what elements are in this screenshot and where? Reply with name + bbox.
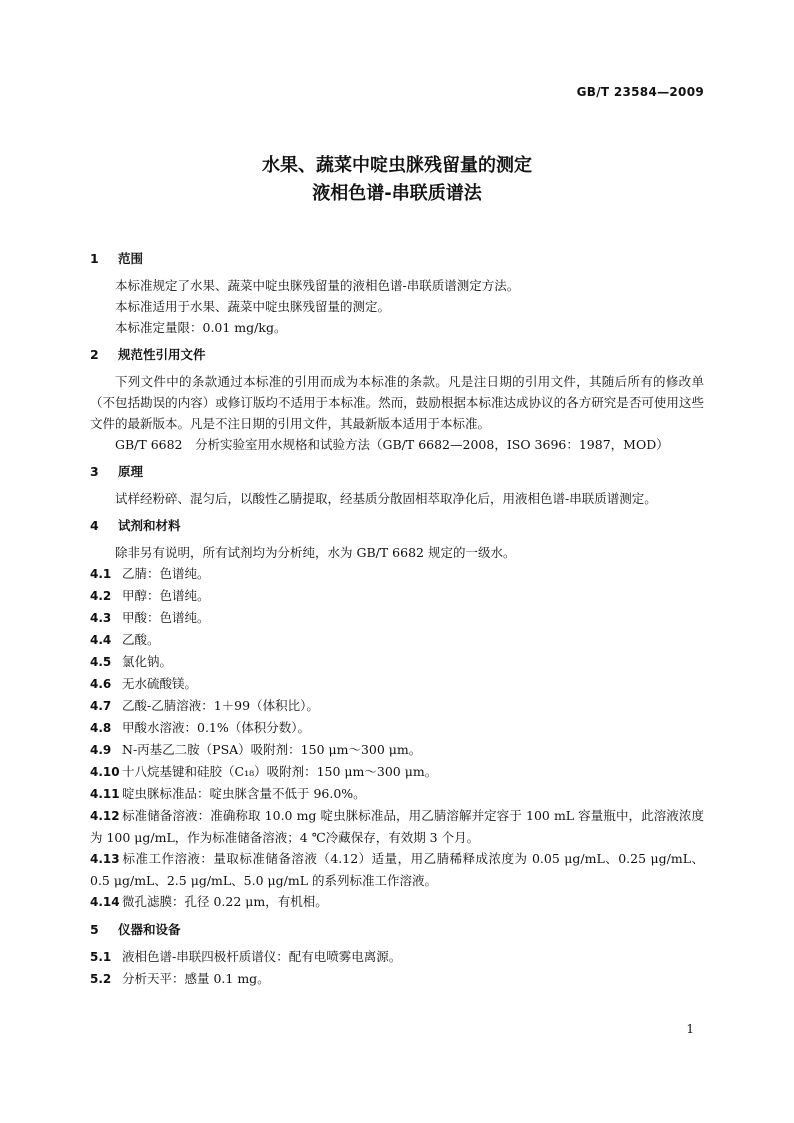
item-text: 甲酸水溶液：0.1%（体积分数）。	[122, 720, 311, 735]
item-number: 4.4	[90, 633, 112, 647]
section-title: 仪器和设备	[118, 922, 181, 937]
item-text: 甲醇：色谱纯。	[122, 588, 210, 603]
section-number: 3	[90, 464, 99, 479]
section-title: 范围	[118, 251, 144, 266]
item-text: 乙酸。	[122, 632, 160, 647]
section-title: 规范性引用文件	[118, 347, 206, 362]
item-number: 4.11	[90, 787, 120, 801]
item-number: 4.9	[90, 743, 112, 757]
paragraph: 下列文件中的条款通过本标准的引用而成为本标准的条款。凡是注日期的引用文件，其随后所有的修改单（不包括勘误的内容）或修订版均不适用于本标准。然而，鼓励根据本标准达成协议的各方研究是否可使用这些文件的最新版本。凡是不注日期的引用文件，其最新版本适用于本标准。	[90, 374, 704, 431]
item-number: 4.1	[90, 567, 112, 581]
section-4-heading	[90, 515, 704, 536]
section-1-heading	[90, 248, 704, 269]
page-number: 1	[686, 1022, 694, 1036]
item-number: 5.2	[90, 972, 112, 986]
standard-number: GB/T 23584—2009	[576, 85, 704, 99]
paragraph: 本标准规定了水果、蔬菜中啶虫脒残留量的液相色谱-串联质谱测定方法。	[115, 278, 520, 293]
reference-entry: GB/T 6682 分析实验室用水规格和试验方法（GB/T 6682—2008，ISO 3696：1987，MOD）	[115, 437, 669, 452]
list-item	[90, 607, 704, 629]
section-3-heading	[90, 461, 704, 482]
item-number: 5.1	[90, 950, 112, 964]
paragraph: 试样经粉碎、混匀后，以酸性乙腈提取，经基质分散固相萃取净化后，用液相色谱-串联质谱测定。	[115, 491, 657, 506]
item-text: 乙酸-乙腈溶液：1＋99（体积比）。	[122, 698, 319, 713]
item-text: 氯化钠。	[122, 654, 173, 669]
list-item	[90, 968, 704, 990]
section-number: 1	[90, 251, 99, 266]
section-number: 4	[90, 518, 99, 533]
list-item	[90, 717, 704, 739]
list-item	[90, 946, 704, 968]
item-text: 标准工作溶液：量取标准储备溶液（4.12）适量，用乙腈稀释成浓度为 0.05 μg/mL、0.25 μg/mL、0.5 μg/mL、2.5 μg/mL、5.0 μg/mL 的系列标准工作溶液。	[90, 851, 704, 888]
list-item	[90, 761, 704, 783]
item-number: 4.3	[90, 611, 112, 625]
list-item	[90, 848, 704, 891]
item-text: 无水硫酸镁。	[122, 676, 198, 691]
item-text: 液相色谱-串联四极杆质谱仪：配有电喷雾电离源。	[122, 949, 402, 964]
paragraph: 本标准定量限：0.01 mg/kg。	[115, 320, 287, 335]
section-5-heading	[90, 919, 704, 940]
section-2-heading	[90, 344, 704, 365]
list-item	[90, 783, 704, 805]
list-item	[90, 563, 704, 585]
section-number: 5	[90, 922, 99, 937]
item-text: 标准储备溶液：准确称取 10.0 mg 啶虫脒标准品，用乙腈溶解并定容于 100 mL 容量瓶中，此溶液浓度为 100 μg/mL，作为标准储备溶液；4 ℃冷藏保存，有效期 3 个月。	[90, 808, 704, 845]
list-item	[90, 739, 704, 761]
item-number: 4.7	[90, 699, 112, 713]
item-text: 分析天平：感量 0.1 mg。	[122, 971, 270, 986]
item-number: 4.6	[90, 677, 112, 691]
item-text: 微孔滤膜：孔径 0.22 μm，有机相。	[122, 894, 328, 909]
title-line-1: 水果、蔬菜中啶虫脒残留量的测定	[262, 155, 532, 176]
section-number: 2	[90, 347, 99, 362]
section-title: 原理	[118, 464, 144, 479]
list-item	[90, 805, 704, 848]
title-line-2: 液相色谱-串联质谱法	[312, 183, 482, 204]
list-item	[90, 695, 704, 717]
list-item	[90, 891, 704, 913]
item-number: 4.13	[90, 852, 120, 866]
item-number: 4.5	[90, 655, 112, 669]
document-body	[90, 248, 704, 990]
item-text: 啶虫脒标准品：啶虫脒含量不低于 96.0%。	[122, 786, 366, 801]
list-item	[90, 651, 704, 673]
item-number: 4.2	[90, 589, 112, 603]
document-title	[0, 152, 794, 208]
list-item	[90, 629, 704, 651]
paragraph: 本标准适用于水果、蔬菜中啶虫脒残留量的测定。	[115, 299, 391, 314]
paragraph: 除非另有说明，所有试剂均为分析纯，水为 GB/T 6682 规定的一级水。	[115, 545, 516, 560]
section-title: 试剂和材料	[118, 518, 181, 533]
list-item	[90, 673, 704, 695]
list-item	[90, 585, 704, 607]
item-number: 4.8	[90, 721, 112, 735]
item-text: 乙腈：色谱纯。	[122, 566, 210, 581]
item-number: 4.12	[90, 809, 120, 823]
item-number: 4.14	[90, 895, 120, 909]
item-text: N-丙基乙二胺（PSA）吸附剂：150 μm～300 μm。	[122, 742, 422, 757]
item-text: 甲酸：色谱纯。	[122, 610, 210, 625]
item-text: 十八烷基键和硅胶（C₁₈）吸附剂：150 μm～300 μm。	[122, 764, 438, 779]
item-number: 4.10	[90, 765, 120, 779]
